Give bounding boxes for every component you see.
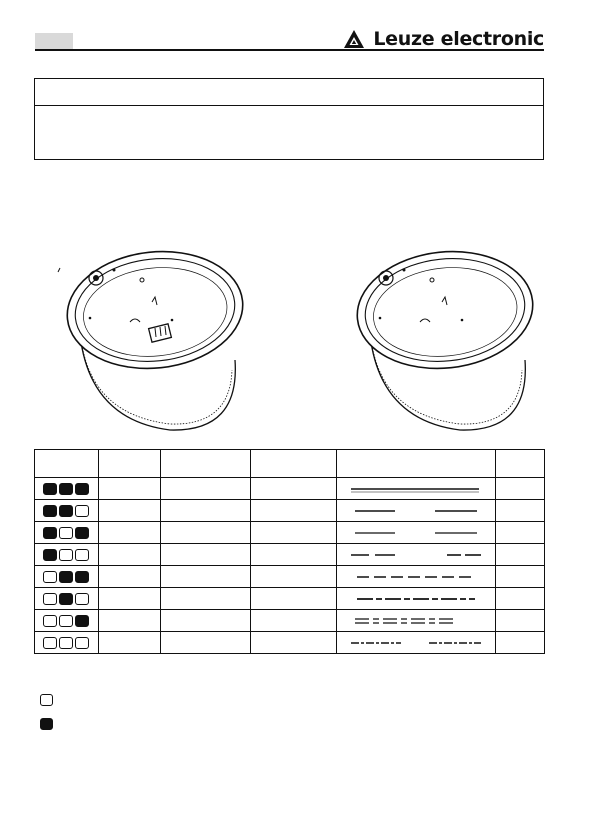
table-cell [98, 478, 160, 500]
table-cell [98, 566, 160, 588]
table-cell [251, 500, 337, 522]
led-group [35, 527, 98, 539]
table-cell [496, 610, 545, 632]
signal-pattern-cell [337, 478, 496, 500]
table-row [35, 522, 545, 544]
led-group [35, 505, 98, 517]
signal-pattern-dash-dot [351, 594, 491, 604]
led-off-icon [59, 637, 73, 649]
led-group [35, 483, 98, 495]
led-group [35, 615, 98, 627]
table-cell [160, 544, 251, 566]
signal-pattern-solid [351, 484, 491, 494]
signal-pattern-long [351, 506, 491, 516]
device-illustration-right [351, 243, 538, 430]
table-cell [496, 522, 545, 544]
signal-pattern-pairs [351, 550, 491, 560]
led-on-icon [59, 505, 73, 517]
signal-pattern-long-thin [351, 528, 491, 538]
signal-pattern-cell [337, 500, 496, 522]
led-on-icon [75, 483, 89, 495]
title-box-heading [35, 79, 543, 106]
table-cell [98, 500, 160, 522]
led-on-icon [59, 483, 73, 495]
legend-item-on [40, 712, 53, 736]
led-off-icon [59, 527, 73, 539]
table-header-cell [337, 450, 496, 478]
table-cell [160, 632, 251, 654]
led-state-cell [35, 588, 99, 610]
led-off-icon [75, 549, 89, 561]
signal-pattern-cell [337, 610, 496, 632]
table-row [35, 588, 545, 610]
signal-pattern-cell [337, 566, 496, 588]
table-cell [251, 610, 337, 632]
table-cell [496, 500, 545, 522]
signal-code-table [34, 449, 545, 654]
table-cell [496, 544, 545, 566]
table-row [35, 632, 545, 654]
table-cell [160, 610, 251, 632]
table-cell [160, 500, 251, 522]
table-cell [98, 610, 160, 632]
title-box [34, 78, 544, 160]
led-group [35, 593, 98, 605]
table-header-row [35, 450, 545, 478]
table-cell [251, 588, 337, 610]
table-cell [496, 566, 545, 588]
legend-item-off [40, 688, 53, 712]
table-cell [251, 478, 337, 500]
led-off-icon [75, 637, 89, 649]
led-state-cell [35, 500, 99, 522]
signal-pattern-cell [337, 632, 496, 654]
led-state-cell [35, 522, 99, 544]
table-cell [251, 522, 337, 544]
signal-pattern-cell [337, 544, 496, 566]
table-cell [160, 478, 251, 500]
device-illustrations [30, 210, 550, 440]
led-off-icon [75, 593, 89, 605]
led-on-icon [75, 527, 89, 539]
signal-pattern-double-dash [351, 616, 491, 626]
led-group [35, 571, 98, 583]
led-off-icon [59, 549, 73, 561]
led-on-icon [75, 571, 89, 583]
table-row [35, 610, 545, 632]
led-off-icon [59, 615, 73, 627]
signal-pattern-dashes [351, 572, 491, 582]
table-header-cell [160, 450, 251, 478]
led-off-icon [43, 637, 57, 649]
page-number-tab [35, 33, 73, 49]
table-cell [496, 588, 545, 610]
table-row [35, 544, 545, 566]
led-on-icon [43, 483, 57, 495]
table-cell [98, 588, 160, 610]
led-on-icon [59, 571, 73, 583]
led-state-cell [35, 566, 99, 588]
led-state-cell [35, 478, 99, 500]
signal-pattern-cell [337, 588, 496, 610]
table-header-cell [35, 450, 99, 478]
table-cell [251, 632, 337, 654]
led-group [35, 549, 98, 561]
legend [40, 688, 53, 736]
led-off-icon [40, 694, 53, 706]
led-on-icon [43, 505, 57, 517]
table-row [35, 566, 545, 588]
led-on-icon [40, 718, 53, 730]
led-state-cell [35, 544, 99, 566]
table-cell [251, 544, 337, 566]
table-header-cell [98, 450, 160, 478]
led-state-cell [35, 610, 99, 632]
table-cell [98, 522, 160, 544]
table-cell [251, 566, 337, 588]
table-row [35, 478, 545, 500]
table-cell [160, 566, 251, 588]
device-illustration-left [58, 243, 249, 430]
table-cell [98, 544, 160, 566]
table-cell [98, 632, 160, 654]
table-row [35, 500, 545, 522]
brand-logo [343, 28, 544, 50]
led-off-icon [75, 505, 89, 517]
led-on-icon [59, 593, 73, 605]
led-on-icon [43, 527, 57, 539]
table-cell [496, 632, 545, 654]
led-state-cell [35, 632, 99, 654]
led-group [35, 637, 98, 649]
signal-pattern-cell [337, 522, 496, 544]
leuze-logo-icon [343, 29, 365, 49]
led-off-icon [43, 593, 57, 605]
led-on-icon [43, 549, 57, 561]
table-cell [160, 588, 251, 610]
table-cell [160, 522, 251, 544]
table-cell [496, 478, 545, 500]
brand-name: Leuze electronic [373, 28, 544, 50]
led-off-icon [43, 571, 57, 583]
led-on-icon [75, 615, 89, 627]
led-off-icon [43, 615, 57, 627]
table-header-cell [251, 450, 337, 478]
table-header-cell [496, 450, 545, 478]
signal-pattern-dash-dot-thin [351, 638, 491, 648]
